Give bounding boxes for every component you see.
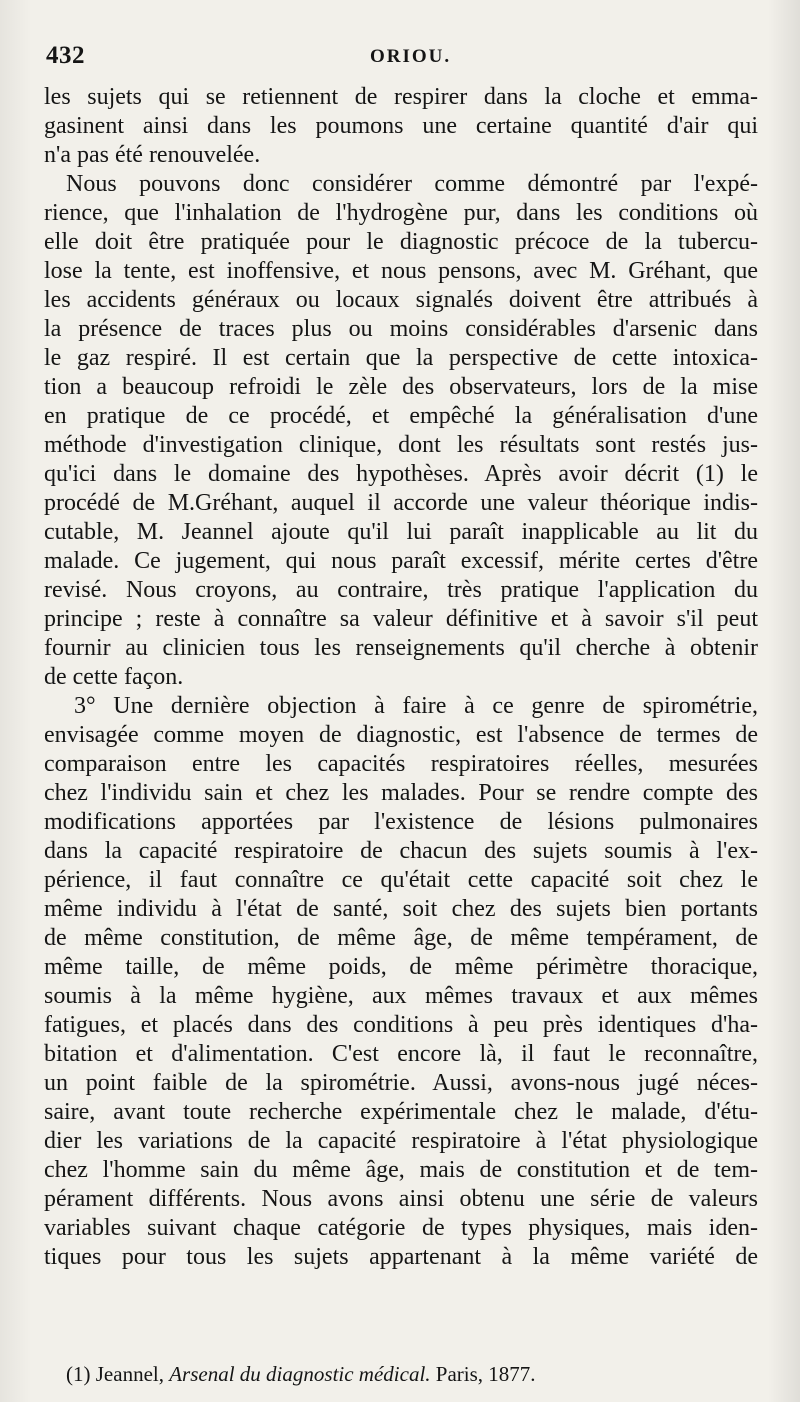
text-line: bitation et d'alimentation. C'est encore là, il faut le reconnaître, — [44, 1041, 758, 1067]
text-line: lose la tente, est inoffensive, et nous pensons, avec M. Gréhant, que — [44, 258, 758, 284]
text-line: principe ; reste à connaître sa valeur définitive et à savoir s'il peut — [44, 606, 758, 632]
text-line: chez l'individu sain et chez les malades. Pour se rendre compte des — [44, 780, 758, 806]
text-line: pérament différents. Nous avons ainsi obtenu une série de valeurs — [44, 1186, 758, 1212]
text-line: les sujets qui se retiennent de respirer dans la cloche et emma- — [44, 84, 758, 110]
footnote-place-year: Paris, 1877. — [435, 1362, 536, 1386]
text-line: même taille, de même poids, de même périmètre thoracique, — [44, 954, 758, 980]
text-line: Nous pouvons donc considérer comme démontré par l'expé- — [66, 171, 758, 197]
text-line: la présence de traces plus ou moins considérables d'arsenic dans — [44, 316, 758, 342]
text-line: malade. Ce jugement, qui nous paraît excessif, mérite certes d'être — [44, 548, 758, 574]
paragraph-respiration — [44, 83, 758, 170]
body-text — [44, 83, 758, 1272]
footnote — [66, 1361, 756, 1387]
text-line: le gaz respiré. Il est certain que la perspective de cette intoxica- — [44, 345, 758, 371]
text-line: méthode d'investigation clinique, dont les résultats sont restés jus- — [44, 432, 758, 458]
text-line: un point faible de la spirométrie. Aussi, avons-nous jugé néces- — [44, 1070, 758, 1096]
text-line: rience, que l'inhalation de l'hydrogène pur, dans les conditions où — [44, 200, 758, 226]
text-line: fournir au clinicien tous les renseignements qu'il cherche à obtenir — [44, 635, 758, 661]
text-line: qu'ici dans le domaine des hypothèses. Après avoir décrit (1) le — [44, 461, 758, 487]
text-line: gasinent ainsi dans les poumons une certaine quantité d'air qui — [44, 113, 758, 139]
text-line: 3° Une dernière objection à faire à ce genre de spirométrie, — [74, 693, 758, 719]
text-line: envisagée comme moyen de diagnostic, est l'absence de termes de — [44, 722, 758, 748]
text-line: de même constitution, de même âge, de même tempérament, de — [44, 925, 758, 951]
text-line: les accidents généraux ou locaux signalés doivent être attribués à — [44, 287, 758, 313]
text-line: modifications apportées par l'existence de lésions pulmonaires — [44, 809, 758, 835]
text-line: revisé. Nous croyons, au contraire, très pratique l'application du — [44, 577, 758, 603]
text-line: soumis à la même hygiène, aux mêmes travaux et aux mêmes — [44, 983, 758, 1009]
text-line: tion a beaucoup refroidi le zèle des observateurs, lors de la mise — [44, 374, 758, 400]
page-number: 432 — [46, 42, 85, 69]
text-line: même individu à l'état de santé, soit chez des sujets bien portants — [44, 896, 758, 922]
running-head: ORIOU. — [370, 46, 452, 67]
text-line: en pratique de ce procédé, et empêché la généralisation d'une — [44, 403, 758, 429]
text-line: saire, avant toute recherche expérimentale chez le malade, d'étu- — [44, 1099, 758, 1125]
text-line: tiques pour tous les sujets appartenant à la même variété de — [44, 1244, 758, 1270]
footnote-marker: (1) — [66, 1362, 91, 1386]
paragraph-hydrogen-inhalation — [44, 170, 758, 692]
text-line: fatigues, et placés dans des conditions à peu près identiques d'ha- — [44, 1012, 758, 1038]
footnote-author: Jeannel, — [95, 1362, 164, 1386]
footnote-title: Arsenal du diagnostic médical. — [169, 1362, 431, 1386]
text-line: elle doit être pratiquée pour le diagnostic précoce de la tubercu- — [44, 229, 758, 255]
text-line: n'a pas été renouvelée. — [44, 142, 261, 168]
text-line: chez l'homme sain du même âge, mais de constitution et de tem- — [44, 1157, 758, 1183]
text-line: procédé de M.Gréhant, auquel il accorde une valeur théorique indis- — [44, 490, 758, 516]
text-line: dier les variations de la capacité respiratoire à l'état physiologique — [44, 1128, 758, 1154]
text-line: de cette façon. — [44, 664, 184, 690]
text-line: comparaison entre les capacités respiratoires réelles, mesurées — [44, 751, 758, 777]
paragraph-third-objection — [44, 692, 758, 1272]
text-line: périence, il faut connaître ce qu'était cette capacité soit chez le — [44, 867, 758, 893]
page-header — [44, 42, 756, 76]
text-line: variables suivant chaque catégorie de types physiques, mais iden- — [44, 1215, 758, 1241]
text-line: cutable, M. Jeannel ajoute qu'il lui paraît inapplicable au lit du — [44, 519, 758, 545]
text-line: dans la capacité respiratoire de chacun des sujets soumis à l'ex- — [44, 838, 758, 864]
